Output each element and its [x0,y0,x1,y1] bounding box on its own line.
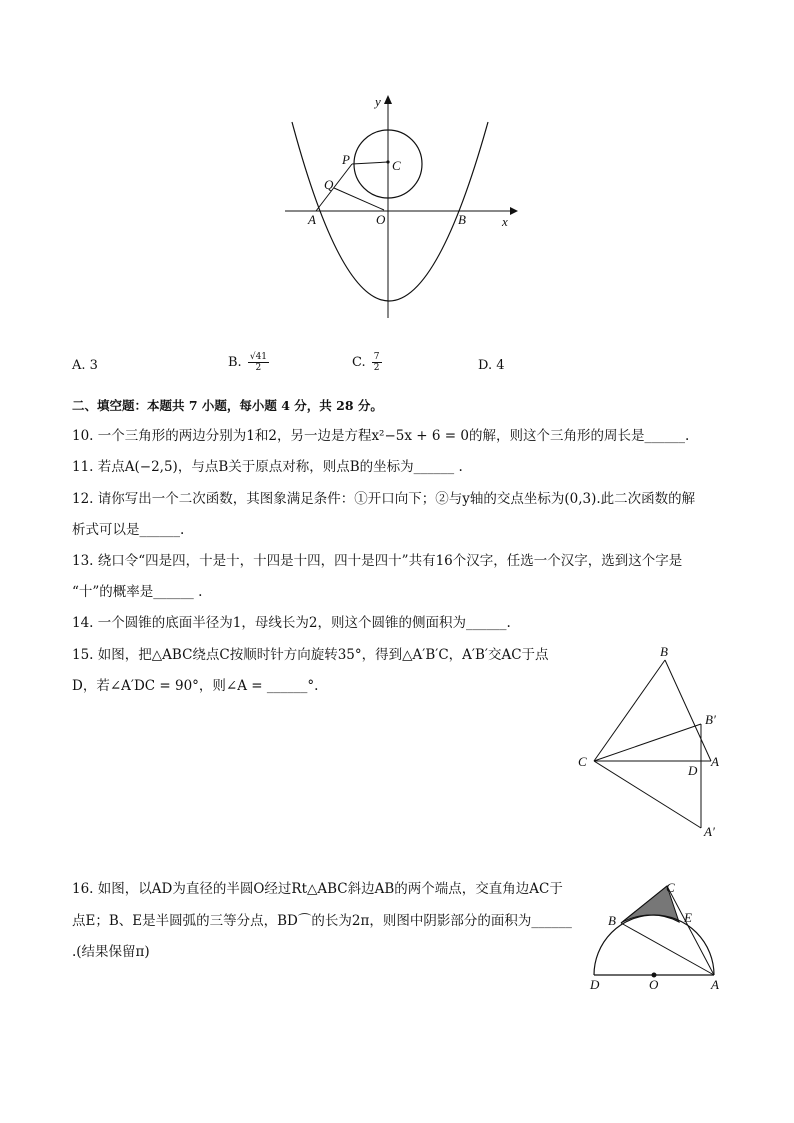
label-d: D [590,977,600,992]
question-13-line1: 13. 绕口令“四是四，十是十，十四是十四，四十是四十”共有16个汉字，任选一个汉字，选到这个字是 [72,553,683,569]
segment-qo [334,188,384,210]
label-e: E [684,910,692,925]
question-16-line3: .(结果保留π) [72,944,150,960]
label-c: C [666,880,675,895]
label-x: x [502,214,508,229]
label-c: C [392,158,401,173]
segment-ba [665,660,711,761]
label-y: y [375,94,381,109]
question-16-line2: 点E；B、E是半圆弧的三等分点，BD⌒的长为2π，则图中阴影部分的面积为______ [72,913,572,929]
section-2-heading: 二、填空题：本题共 7 小题，每小题 4 分，共 28 分。 [72,398,383,413]
question-14: 14. 一个圆锥的底面半径为1，母线长为2，则这个圆锥的侧面积为______. [72,615,511,631]
label-a: A [308,212,316,227]
segment-ap [316,164,352,211]
question-12-line2: 析式可以是______. [72,522,185,538]
option-b-denominator: 2 [255,363,262,373]
option-c-prefix: C. [352,355,366,370]
rotation-figure [570,640,730,845]
question-15-line1: 15. 如图，把△ABC绕点C按顺时针方向旋转35°，得到△A′B′C，A′B′交AC于点 [72,647,549,663]
semicircle-figure [580,875,730,1000]
segment-cb [594,660,665,761]
question-13-line2: “十”的概率是______ . [72,584,203,600]
label-p: P [342,152,350,167]
y-axis-arrow [384,95,392,104]
label-q: Q [324,177,334,192]
option-d: D. 4 [478,358,505,373]
x-axis-arrow [510,207,518,215]
label-c: C [578,754,587,769]
option-b-fraction [248,352,269,373]
segment-cb-prime [594,724,701,761]
option-a: A. 3 [72,358,98,373]
label-a-prime: A′ [704,824,715,839]
question-11: 11. 若点A(−2,5)，与点B关于原点对称，则点B的坐标为______ . [72,459,463,475]
label-b: B [458,212,466,227]
option-c-numerator: 7 [373,352,380,362]
label-b-prime: B′ [705,712,716,727]
label-a: A [711,754,719,769]
question-10: 10. 一个三角形的两边分别为1和2，另一边是方程x²−5x + 6 = 0的解，则这个三角形的周长是______. [72,428,690,444]
option-c [352,352,382,373]
label-b: B [660,644,668,659]
label-d: D [688,763,698,778]
option-b-numerator: √41 [249,352,268,362]
question-16-line1: 16. 如图，以AD为直径的半圆O经过Rt△ABC斜边AB的两个端点，交直角边AC于 [72,881,563,897]
option-b-prefix: B. [228,355,242,370]
option-c-denominator: 2 [373,363,380,373]
label-o: O [376,212,386,227]
segment-ca-prime [594,761,701,828]
segment-pc [352,162,388,164]
question-15-line2: D，若∠A′DC = 90°，则∠A = ______°. [72,678,319,694]
parabola-figure [270,90,530,330]
label-a: A [711,977,719,992]
question-12-line1: 12. 请你写出一个二次函数，其图象满足条件：①开口向下；②与y轴的交点坐标为(0,3).此二次函数的解 [72,491,696,507]
option-b [228,352,269,373]
label-o: O [649,977,659,992]
option-c-fraction [372,352,382,373]
label-b: B [608,913,616,928]
